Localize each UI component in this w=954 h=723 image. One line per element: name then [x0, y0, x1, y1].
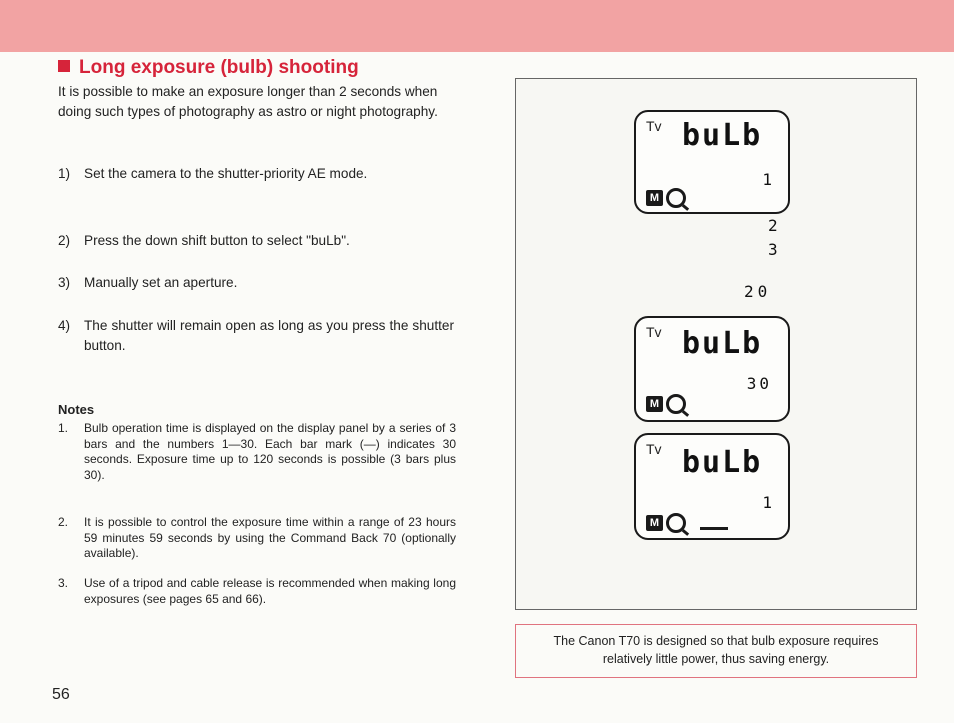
bulb-counter: 1: [762, 170, 772, 189]
step-number: 4): [58, 318, 71, 333]
note-2: [58, 515, 456, 562]
step-number: 2): [58, 233, 71, 248]
note-number: 1.: [58, 421, 69, 435]
square-bullet-icon: [58, 60, 70, 72]
tv-mode-label: Tv: [646, 441, 662, 457]
page-number: 56: [52, 686, 70, 703]
step-text: The shutter will remain open as long as you press the shutter button.: [84, 318, 454, 353]
note-text: It is possible to control the exposure time within a range of 23 hours 59 minutes 59 seconds by using the Command Back 70 (optionally available).: [84, 515, 456, 561]
tv-mode-label: Tv: [646, 118, 662, 134]
bulb-readout: buLb: [682, 445, 763, 480]
section-title-text: Long exposure (bulb) shooting: [79, 57, 359, 78]
lcd-display-1: [634, 110, 790, 214]
count-sequence-3: 3: [768, 240, 778, 259]
note-3: [58, 576, 456, 607]
bulb-counter: 30: [746, 374, 772, 393]
note-number: 3.: [58, 576, 69, 590]
metering-mode-m-icon: M: [646, 396, 663, 412]
note-1: [58, 421, 456, 483]
section-title: [58, 57, 359, 79]
note-text: Use of a tripod and cable release is recommended when making long exposures (see pages 65 and 66).: [84, 576, 456, 606]
bulb-time-bar: [700, 527, 728, 530]
bulb-readout: buLb: [682, 326, 763, 361]
notes-heading: Notes: [58, 402, 95, 417]
intro-paragraph: It is possible to make an exposure longer than 2 seconds when doing such types of photography as astro or night photography.: [58, 84, 438, 119]
note-text: Bulb operation time is displayed on the display panel by a series of 3 bars and the numbers 1—30. Each bar mark (—) indicates 30 seconds. Exposure time up to 120 seconds is possible (3 bars plus 30).: [84, 421, 456, 482]
metering-mode-m-icon: M: [646, 190, 663, 206]
step-number: 1): [58, 166, 71, 181]
step-2: [58, 231, 454, 251]
step-text: Press the down shift button to select "buLb".: [84, 233, 350, 248]
step-1: [58, 164, 454, 184]
count-sequence-2: 2: [768, 216, 778, 235]
note-number: 2.: [58, 515, 69, 529]
bulb-counter: 1: [762, 493, 772, 512]
step-text: Manually set an aperture.: [84, 275, 238, 290]
tv-mode-label: Tv: [646, 324, 662, 340]
step-3: [58, 273, 454, 293]
count-sequence-20: 20: [744, 282, 772, 301]
partial-metering-icon: [666, 513, 686, 533]
step-text: Set the camera to the shutter-priority AE mode.: [84, 166, 368, 181]
lcd-display-2: [634, 316, 790, 422]
step-number: 3): [58, 275, 71, 290]
step-4: [58, 316, 454, 356]
lcd-display-3: [634, 433, 790, 540]
bulb-readout: buLb: [682, 118, 763, 153]
metering-mode-m-icon: M: [646, 515, 663, 531]
caption-box: The Canon T70 is designed so that bulb exposure requires relatively little power, thus saving energy.: [515, 624, 917, 678]
partial-metering-icon: [666, 394, 686, 414]
partial-metering-icon: [666, 188, 686, 208]
